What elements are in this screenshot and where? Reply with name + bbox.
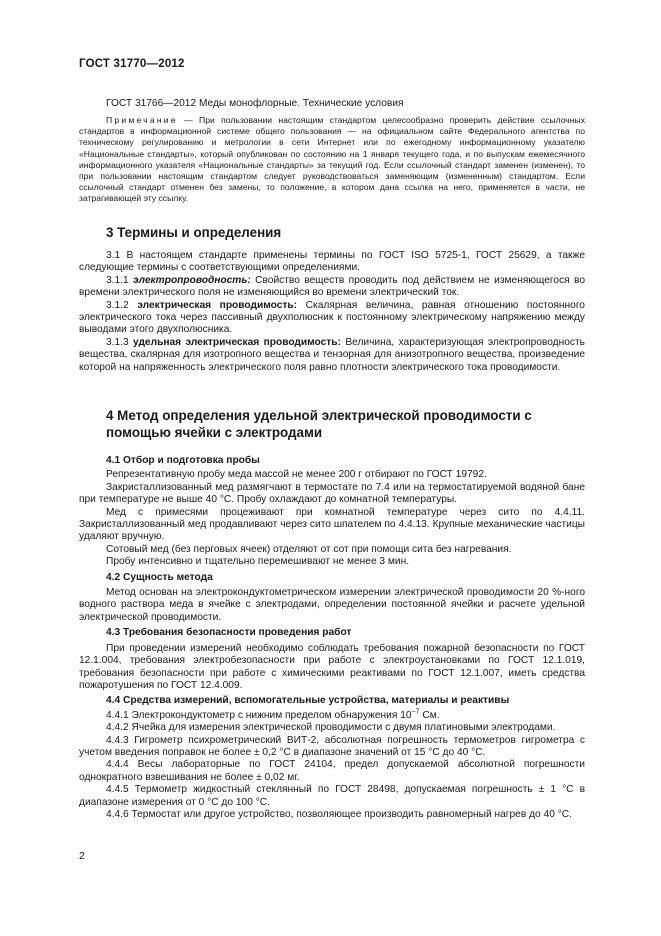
section-4-body	[79, 455, 585, 821]
superscript-exponent: −7	[411, 708, 420, 716]
paragraph-4-4-5: 4.4.5 Термометр жидкостный стеклянный по ГОСТ 28498, допускаемая погрешность ± 1 °С в диапазоне измерения от 0 °С до 100 °С.	[79, 784, 585, 808]
term-definition: Величина, характеризующая электропроводность вещества, скалярная для изотропного вещества и тензорная для анизотропного вещества, произведение которой на напряженность электрического поля равно плотности электрического тока проводимости.	[79, 336, 585, 373]
reference-item: ГОСТ 31766—2012 Меды монофлорные. Технические условия	[106, 98, 404, 109]
term-specific-conductivity: удельная электрическая проводимость:	[133, 336, 341, 348]
clause-number: 3.1.3	[106, 336, 129, 348]
paragraph-3-1: 3.1 В настоящем стандарте применены термины по ГОСТ ISO 5725-1, ГОСТ 25629, а также следующие термины с соответствующими определениями.	[79, 250, 585, 274]
subsection-4-2-title: 4.2 Сущность метода	[106, 571, 213, 583]
paragraph: При проведении измерений необходимо соблюдать требования пожарной безопасности по ГОСТ 12.1.004, требования электробезопасности при работе с электроустановками по ГОСТ 12.1.019, требования безопасности при работе с химическими реактивами по ГОСТ 12.1.007, иметь средства пожаротушения по ГОСТ 12.4.009.	[79, 642, 585, 691]
paragraph-4-4-3: 4.4.3 Гигрометр психрометрический ВИТ-2, абсолютная погрешность термометров гигрометра с учетом введения поправок не более ± 0,2 °С в диапазоне значений от 15 °С до 40 °С.	[79, 734, 585, 758]
document-header: ГОСТ 31770—2012	[79, 58, 185, 70]
paragraph: Мед с примесями процеживают при комнатной температуре через сито по 4.4.11. Закристаллизованный мед продавливают через сито шпателем по 4.4.13. Крупные механические частицы удаляют вручную.	[79, 506, 585, 543]
paragraph-3-1-2	[79, 300, 585, 337]
paragraph-3-1-1	[79, 275, 585, 300]
subsection-4-3-title: 4.3 Требования безопасности проведения работ	[106, 627, 352, 639]
paragraph: Метод основан на электрокондуктометрическом измерении электрической проводимости 20 %-ного водного раствора меда в ячейке с электродами, определении постоянной ячейки и расчете удельной электрической проводимости.	[79, 587, 585, 623]
note-text: — При пользовании настоящим стандартом целесообразно проверить действие ссылочных стандартов в информационной системе общего пользования — на официальном сайте Федерального агентства по техническому регулированию и метрологии в сети Интернет или по ежегодному информационному указателю «Национальные стандарты», который опубликован по состоянию на 1 января текущего года, и по выпускам ежемесячного информационного указателя «Национальные стандарты» за текущий год. Если ссылочный стандарт заменен (изменен), то при пользовании настоящим стандартом следует руководствоваться заменяющим (измененным) стандартом. Если ссылочный стандарт отменен без замены, то положение, в котором дана ссылка на него, применяется в части, не затрагивающей эту ссылку.	[79, 115, 585, 204]
section-3-heading: 3 Термины и определения	[106, 225, 282, 240]
item-unit: См.	[419, 709, 440, 721]
paragraph-4-4-6: 4.4.6 Термостат или другое устройство, позволяющее производить равномерный нагрев до 40 °С.	[106, 808, 572, 820]
paragraph-3-1-3	[79, 337, 585, 374]
term-electroconductivity: электропроводность:	[133, 274, 251, 286]
section-3-body	[79, 250, 585, 374]
paragraph: Пробу интенсивно и тщательно перемешивают не менее 3 мин.	[106, 556, 410, 568]
section-4-heading: 4 Метод определения удельной электрической проводимости с помощью ячейки с электродами	[106, 408, 532, 440]
subsection-4-1-title: 4.1 Отбор и подготовка пробы	[106, 455, 260, 466]
paragraph-4-4-1	[79, 710, 585, 722]
page-number: 2	[79, 850, 85, 862]
note-label: Примечание	[106, 115, 178, 125]
note-paragraph	[79, 115, 585, 205]
paragraph: Сотовый мед (без перговых ячеек) отделяют от сот при помощи сита без нагревания.	[106, 543, 512, 555]
term-electrical-conductance: электрическая проводимость:	[137, 299, 298, 311]
reference-list	[79, 98, 585, 110]
paragraph-4-4-2: 4.4.2 Ячейка для измерения электрической проводимости с двумя платиновыми электродами.	[106, 722, 556, 734]
paragraph: Закристаллизованный мед размягчают в термостате по 7.4 или на термостатируемой водяной бане при температуре не выше 40 °С. Пробу охлаждают до комнатной температуры.	[79, 481, 585, 506]
term-definition: Свойство веществ проводить под действием не изменяющегося во времени электрического поля не изменяющийся во времени электрический ток.	[79, 274, 585, 299]
clause-number: 3.1.1	[106, 274, 129, 286]
subsection-4-4-title: 4.4 Средства измерений, вспомогательные устройства, материалы и реактивы	[106, 695, 510, 707]
paragraph-4-4-4: 4.4.4 Весы лабораторные по ГОСТ 24104, предел допускаемой абсолютной погрешности однократного взвешивания не более ± 0,02 мг.	[79, 759, 585, 783]
paragraph: Репрезентативную пробу меда массой не менее 200 г отбирают по ГОСТ 19792.	[106, 469, 487, 481]
item-text: 4.4.1 Электрокондуктометр с нижним пределом обнаружения 10	[106, 709, 412, 721]
clause-number: 3.1.2	[106, 299, 129, 311]
term-definition: Скалярная величина, равная отношению постоянного электрического тока через пассивный двухполюсник к постоянному электрическому напряжению между выводами этого двухполюсника.	[79, 299, 585, 336]
note-block	[79, 115, 585, 205]
